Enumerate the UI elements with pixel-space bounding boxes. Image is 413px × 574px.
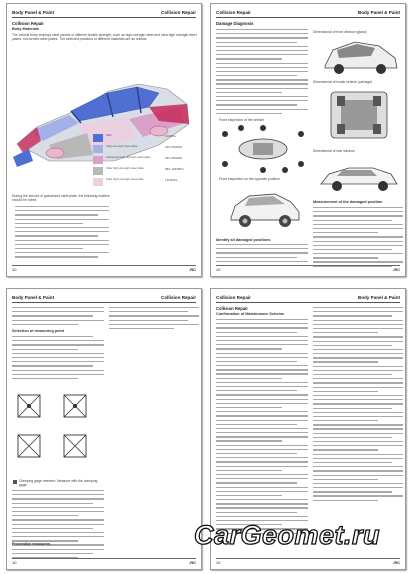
legend-label: Mild: [106, 133, 112, 137]
page-footer: [216, 265, 400, 272]
bullet-text: Clamping gage member; Measure with the clamping gage.: [19, 479, 98, 488]
page-header: [216, 294, 400, 303]
header-left: Collision Repair: [216, 295, 251, 300]
watermark-logo: [190, 516, 410, 554]
legend-value: 1300MPa: [165, 178, 178, 182]
front-window-measurement-diagram: [315, 36, 403, 78]
section-title: Damage Diagnosis: [216, 21, 254, 26]
header-right: Collision Repair: [161, 10, 196, 15]
page-header: [12, 294, 196, 303]
legend-item: [93, 134, 197, 144]
text-paragraph: [216, 29, 308, 117]
header-right: Body Panel & Paint: [357, 10, 400, 15]
section-title: Collision Repair: [12, 21, 44, 26]
page-header: [216, 9, 400, 18]
legend-value: 590~980MPa: [165, 156, 183, 160]
legend-swatch: [93, 134, 103, 142]
legend-swatch: [93, 178, 103, 186]
interior-measurement-diagram: [323, 86, 399, 144]
page-footer: [12, 558, 196, 565]
page-damage-diagnosis: [210, 3, 406, 277]
page-measuring: [6, 288, 202, 570]
figure-caption: Dimensional of front window (glass): [313, 30, 367, 34]
text-paragraph: [109, 307, 199, 332]
legend-swatch: [93, 156, 103, 164]
legend-swatch: [93, 145, 103, 153]
header-right: Collision Repair: [161, 295, 196, 300]
body-text: During the service of galvanized steel plate, the following matters should be noted:: [12, 194, 110, 203]
footer-code: -RC: [392, 267, 400, 272]
figure-caption: Dimensional of rear window: [313, 149, 355, 153]
hatchback-outline-diagram: [225, 184, 305, 232]
bullet-icon: [13, 480, 17, 484]
subsection-title: Identify all damaged positions: [216, 238, 271, 242]
legend-label: High-strength steel plate: [106, 144, 138, 148]
legend-item: [93, 178, 197, 188]
legend-value: 340~590MPa: [165, 145, 183, 149]
rear-window-measurement-diagram: [315, 156, 403, 196]
text-paragraph: [313, 207, 403, 270]
page-footer: [216, 558, 400, 565]
figure-caption: Front inspection of the vehicle: [219, 118, 265, 122]
header-left: Collision Repair: [216, 10, 251, 15]
header-right: Body Panel & Paint: [357, 295, 400, 300]
page-header: [12, 9, 196, 18]
measuring-point-diagram-a: [12, 389, 104, 431]
figure-caption: Dimensional of inside vehicle (carriage): [313, 80, 373, 84]
text-paragraph: [313, 307, 403, 504]
header-left: Body Panel & Paint: [12, 10, 55, 15]
text-paragraph: [12, 490, 104, 557]
text-paragraph: [12, 307, 104, 328]
text-paragraph: [15, 206, 109, 260]
page-footer: [12, 265, 196, 272]
subsection-title: Preventive measures: [12, 542, 50, 546]
svg-text:CarGeomet.ru: CarGeomet.ru: [194, 520, 381, 550]
legend-label: Advanced high-strength steel plate: [106, 155, 151, 159]
page-number: 10: [216, 560, 221, 565]
legend-label: Ultra high-strength steel plate: [106, 177, 144, 181]
page-number: 10: [12, 267, 17, 272]
measuring-point-diagram-b: [12, 431, 104, 473]
legend-item: [93, 167, 197, 177]
legend-swatch: [93, 167, 103, 175]
footer-code: -RC: [188, 560, 196, 565]
subsection-title: Measurement of the damaged position: [313, 200, 383, 204]
watermark-logo-graphic: [190, 516, 410, 554]
legend-item: [93, 145, 197, 155]
figure-caption: Front inspection on the opposite position: [219, 177, 280, 181]
footer-code: -RC: [188, 267, 196, 272]
legend-label: Ultra high-strength steel plate: [106, 166, 144, 170]
footer-code: -RC: [392, 560, 400, 565]
page-body-materials: [6, 3, 202, 277]
section-title: Collision Repair: [216, 306, 248, 311]
legend-item: [93, 156, 197, 166]
page-number: 10: [12, 560, 17, 565]
section-subtitle: Confirmation of Maintenance Scheme: [216, 312, 284, 316]
legend-value: 980~1180MPa: [165, 167, 184, 171]
text-paragraph: [216, 319, 308, 537]
header-left: Body Panel & Paint: [12, 295, 55, 300]
intro-text: The vehicle body employs steel panels of different tensile strength, such as high-strength steel and ultra-high strength steel plates, hot-formed steel plates. The selected positions of different materials are as follows:: [12, 33, 197, 42]
section-subtitle: Body Materials: [12, 27, 40, 31]
page-number: 10: [216, 267, 221, 272]
subsection-title: Selection of measuring point: [12, 329, 65, 333]
legend-value: 140MPa: [165, 134, 176, 138]
text-paragraph: [12, 336, 104, 382]
vehicle-top-inspection-diagram: [219, 124, 307, 174]
